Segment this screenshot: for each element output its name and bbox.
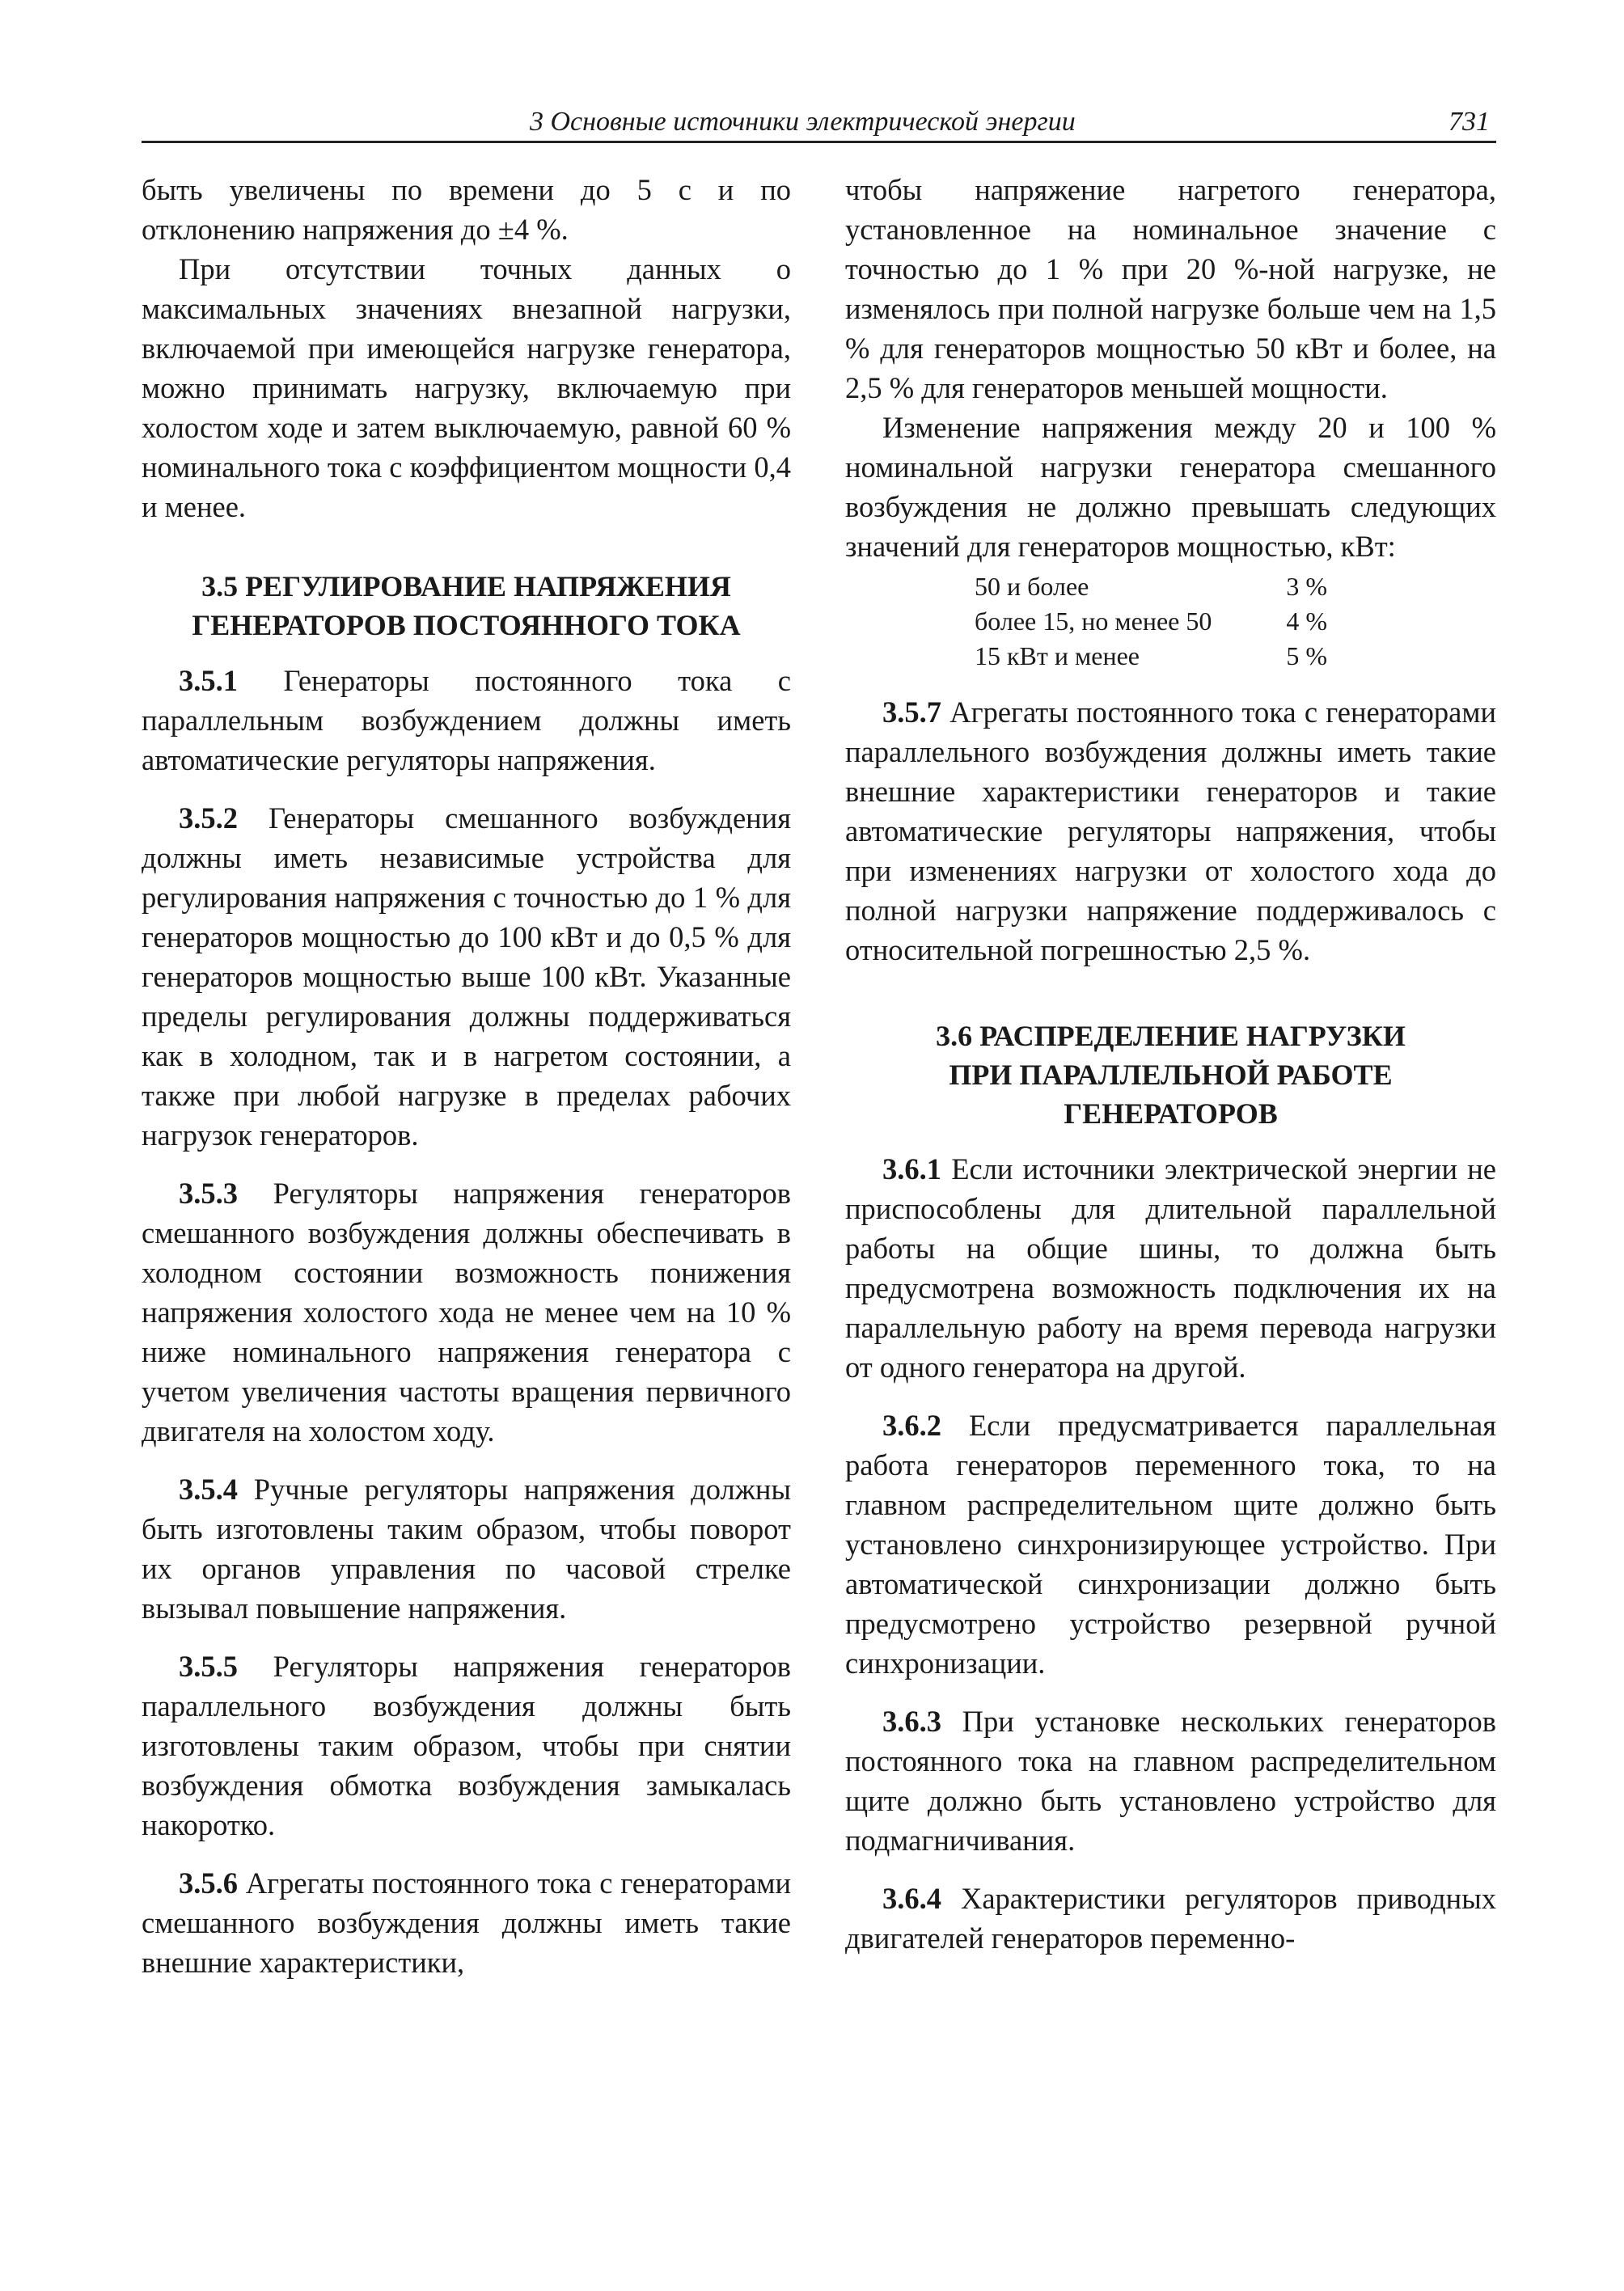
table-row xyxy=(975,639,1327,674)
left-column xyxy=(142,170,791,1982)
clause-number: 3.5.5 xyxy=(179,1650,238,1683)
section-heading-3-6 xyxy=(845,1017,1496,1133)
section-heading-3-5-line1: 3.5 РЕГУЛИРОВАНИЕ НАПРЯЖЕНИЯ xyxy=(201,570,731,602)
table-cell-value: 5 % xyxy=(1286,641,1327,670)
clause-number: 3.6.2 xyxy=(882,1409,941,1442)
clause-3-6-1 xyxy=(845,1149,1496,1387)
page-number: 731 xyxy=(1448,107,1490,137)
clause-3-5-2 xyxy=(142,798,791,1155)
clause-3-6-3 xyxy=(845,1701,1496,1860)
table-cell-power: 50 и более xyxy=(975,572,1089,601)
clause-number: 3.6.1 xyxy=(882,1152,941,1186)
clause-3-5-6 xyxy=(142,1863,791,1982)
clause-3-5-3 xyxy=(142,1173,791,1451)
table-cell-value: 3 % xyxy=(1286,572,1327,601)
clause-text: Характеристики регуляторов приводных двигателей генераторов переменно- xyxy=(845,1882,1496,1955)
clause-text: Агрегаты постоянного тока с генераторами смешанного возбуждения должны иметь такие внешние характеристики, xyxy=(142,1866,791,1979)
clause-number: 3.5.1 xyxy=(179,664,238,697)
clause-number: 3.6.3 xyxy=(882,1705,941,1738)
header-title: 3 Основные источники электрической энергии xyxy=(530,107,1076,137)
clause-text: Если предусматривается параллельная работа генераторов переменного тока, то на главном распределительном щите должно быть установлено синхронизирующее устройство. При автоматической синхронизации должно быть предусмотрено устройство резервной ручной синхронизации. xyxy=(845,1409,1497,1680)
table-row xyxy=(975,569,1327,604)
clause-3-5-5 xyxy=(142,1646,791,1845)
right-column xyxy=(845,170,1496,1958)
clause-text: Генераторы смешанного возбуждения должны иметь независимые устройства для регулирования напряжения с точностью до 1 % для генераторов мощностью до 100 кВт и до 0,5 % для генераторов мощностью выше 100 кВт. Указанные пределы регулирования должны поддерживаться как в холодном, так и в нагретом состоянии, а также при любой нагрузке в пределах рабочих нагрузок генераторов. xyxy=(142,801,791,1152)
table-cell-power: 15 кВт и менее xyxy=(975,641,1140,670)
section-heading-3-6-line3: ГЕНЕРАТОРОВ xyxy=(1064,1097,1278,1130)
paragraph-3-5-6-continuation: чтобы напряжение нагретого генератора, установленное на номинальное значение с точностью до 1 % при 20 %-ной нагрузке, не изменялось при полной нагрузке больше чем на 1,5 % для генераторов мощностью 50 кВт и более, на 2,5 % для генераторов меньшей мощности. xyxy=(845,173,1496,404)
table-cell-power: более 15, но менее 50 xyxy=(975,607,1212,636)
clause-text: Ручные регуляторы напряжения должны быть изготовлены таким образом, чтобы поворот их органов управления по часовой стрелке вызывал повышение напряжения. xyxy=(142,1473,791,1625)
paragraph-intro: При отсутствии точных данных о максимальных значениях внезапной нагрузки, включаемой при имеющейся нагрузке генератора, можно принимать нагрузку, включаемую при холостом ходе и затем выключаемую, равной 60 % номинального тока с коэффициентом мощности 0,4 и менее. xyxy=(142,252,791,523)
clause-3-6-2 xyxy=(845,1405,1496,1683)
clause-text: Регуляторы напряжения генераторов смешанного возбуждения должны обеспечивать в холодном состоянии возможность понижения напряжения холостого хода не менее чем на 10 % ниже номинального напряжения генератора с учетом увеличения частоты вращения первичного двигателя на холостом ходу. xyxy=(142,1177,791,1448)
section-heading-3-5 xyxy=(142,567,791,645)
table-row xyxy=(975,604,1327,639)
clause-number: 3.5.3 xyxy=(179,1177,238,1210)
clause-number: 3.6.4 xyxy=(882,1882,941,1915)
section-heading-3-5-line2: ГЕНЕРАТОРОВ ПОСТОЯННОГО ТОКА xyxy=(192,609,741,641)
section-heading-3-6-line1: 3.6 РАСПРЕДЕЛЕНИЕ НАГРУЗКИ xyxy=(936,1020,1406,1052)
clause-3-5-4 xyxy=(142,1469,791,1628)
table-cell-value: 4 % xyxy=(1286,607,1327,636)
running-header xyxy=(142,104,1496,143)
clause-3-5-1 xyxy=(142,661,791,780)
paragraph-voltage-change: Изменение напряжения между 20 и 100 % номинальной нагрузки генератора смешанного возбуждения не должно превышать следующих значений для генераторов мощностью, кВт: xyxy=(845,411,1496,563)
clause-text: При установке нескольких генераторов постоянного тока на главном распределительном щите должно быть установлено устройство для подмагничивания. xyxy=(845,1705,1497,1857)
clause-text: Если источники электрической энергии не приспособлены для длительной параллельной работы на общие шины, то должна быть предусмотрена возможность подключения их на параллельную работу на время перевода нагрузки от одного генератора на другой. xyxy=(845,1152,1497,1384)
clause-text: Регуляторы напряжения генераторов параллельного возбуждения должны быть изготовлены таким образом, чтобы при снятии возбуждения обмотка возбуждения замыкалась накоротко. xyxy=(142,1650,791,1841)
clause-number: 3.5.7 xyxy=(882,695,941,729)
clause-3-5-7 xyxy=(845,692,1496,970)
power-deviation-table xyxy=(975,569,1327,674)
clause-number: 3.5.2 xyxy=(179,801,238,835)
clause-text: Агрегаты постоянного тока с генераторами параллельного возбуждения должны иметь такие внешние характеристики генераторов и такие автоматические регуляторы напряжения, чтобы при изменениях нагрузки от холостого хода до полной нагрузки напряжение поддерживалось с относительной погрешностью 2,5 %. xyxy=(845,695,1496,966)
clause-number: 3.5.4 xyxy=(179,1473,238,1506)
clause-text: Генераторы постоянного тока с параллельным возбуждением должны иметь автоматические регуляторы напряжения. xyxy=(142,664,792,776)
paragraph-intro-continuation: быть увеличены по времени до 5 с и по отклонению напряжения до ±4 %. xyxy=(142,173,791,246)
clause-number: 3.5.6 xyxy=(179,1866,238,1900)
clause-3-6-4 xyxy=(845,1879,1496,1958)
section-heading-3-6-line2: ПРИ ПАРАЛЛЕЛЬНОЙ РАБОТЕ xyxy=(949,1059,1393,1091)
